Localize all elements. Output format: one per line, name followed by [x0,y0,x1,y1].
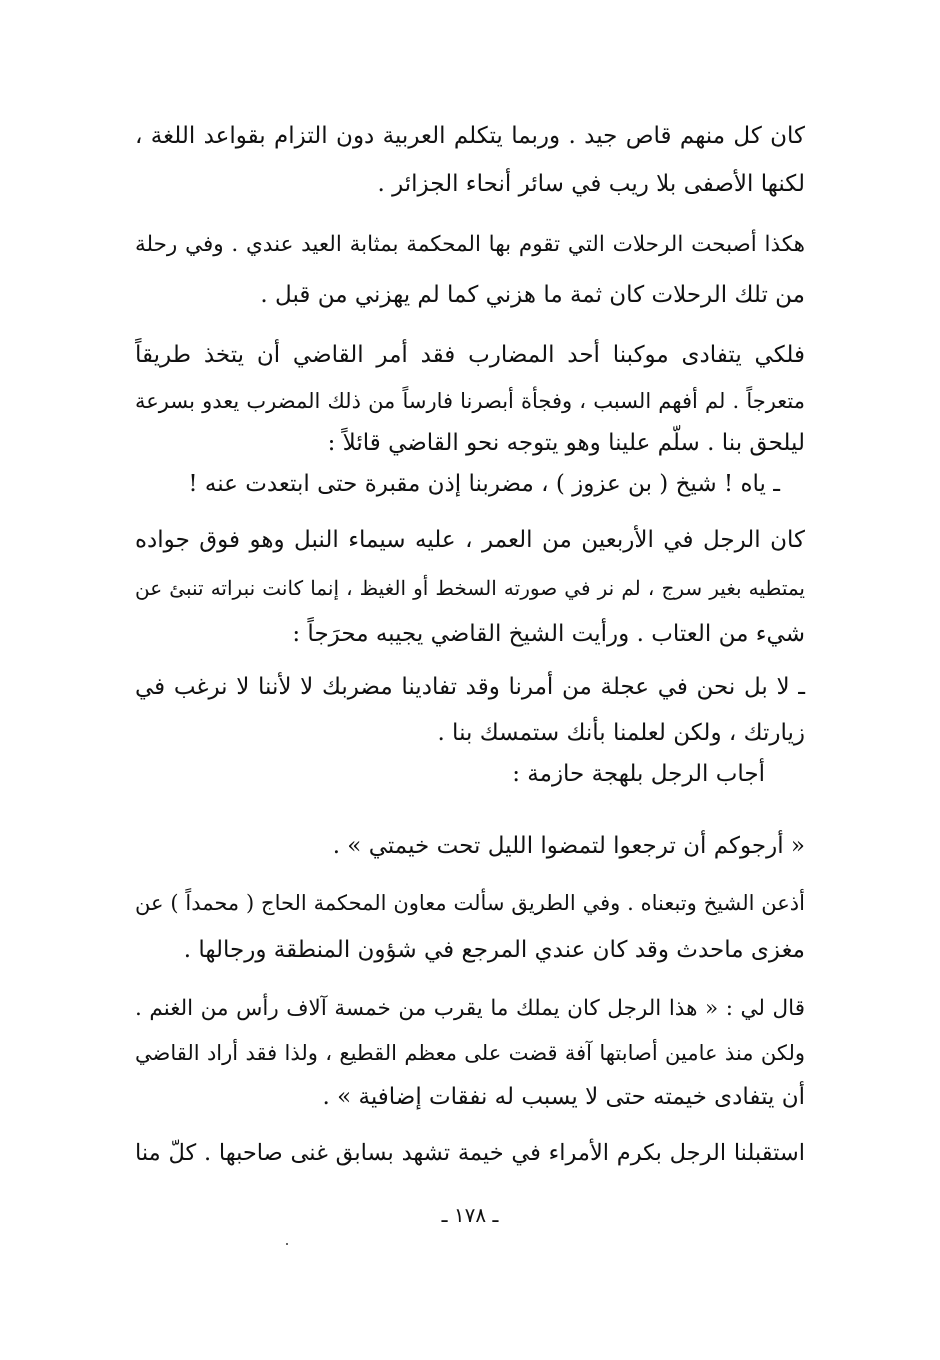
text-line: كان الرجل في الأربعين من العمر ، عليه سيماء النبل وهو فوق جواده [135,527,805,553]
quoted-line: « أرجوكم أن ترجعوا لتمضوا الليل تحت خيمتي » . [332,833,805,859]
text-line: زيارتك ، ولكن لعلمنا بأنك ستمسك بنا . [437,720,805,746]
text-line: متعرجاً . لم أفهم السبب ، وفجأة أبصرنا فارساً من ذلك المضرب يعدو بسرعة [135,389,805,413]
text-line: ليلحق بنا . سلّم علينا وهو يتوجه نحو القاضي قائلاً : [327,430,805,456]
text-line: أذعن الشيخ وتبعناه . وفي الطريق سألت معاون المحكمة الحاج ( محمداً ) عن [135,891,805,915]
text-line: مغزى ماحدث وقد كان عندي المرجع في شؤون المنطقة ورجالها . [183,937,805,963]
text-line: لكنها الأصفى بلا ريب في سائر أنحاء الجزائر . [377,171,805,197]
text-line: يمتطيه بغير سرج ، لم نر في صورته السخط أو الغيظ ، إنما كانت نبراته تنبئ عن [135,576,805,600]
text-line: كان كل منهم قاص جيد . وربما يتكلم العربية دون التزام بقواعد اللغة ، [135,123,805,149]
text-line: ولكن منذ عامين أصابتها آفة قضت على معظم القطيع ، ولذا فقد أراد القاضي [135,1041,805,1065]
dialogue-line: ـ لا بل نحن في عجلة من أمرنا وقد تفادينا مضربك لا لأننا لا نرغب في [135,674,805,700]
text-line: استقبلنا الرجل بكرم الأمراء في خيمة تشهد بسابق غنى صاحبها . كلّ منا [135,1140,805,1166]
scan-speck [286,1243,288,1245]
text-line: أجاب الرجل بلهجة حازمة : [512,761,765,787]
text-line: قال لي : « هذا الرجل كان يملك ما يقرب من خمسة آلاف رأس من الغنم . [135,996,805,1021]
text-line: أن يتفادى خيمته حتى لا يسبب له نفقات إضافية » . [322,1084,805,1110]
page-number: ـ ١٧٨ ـ [441,1203,499,1227]
dialogue-line: ـ ياه ! شيخ ( بن عزوز ) ، مضربنا إذن مقبرة حتى ابتعدت عنه ! [188,471,780,497]
text-line: هكذا أصبحت الرحلات التي تقوم بها المحكمة بمثابة العيد عندي . وفي رحلة [135,232,805,257]
text-line: فلكي يتفادى موكبنا أحد المضارب فقد أمر القاضي أن يتخذ طريقاً [135,342,805,368]
text-line: من تلك الرحلات كان ثمة ما هزني كما لم يهزني من قبل . [260,282,805,308]
text-line: شيء من العتاب . ورأيت الشيخ القاضي يجيبه محرَجاً : [292,621,805,647]
